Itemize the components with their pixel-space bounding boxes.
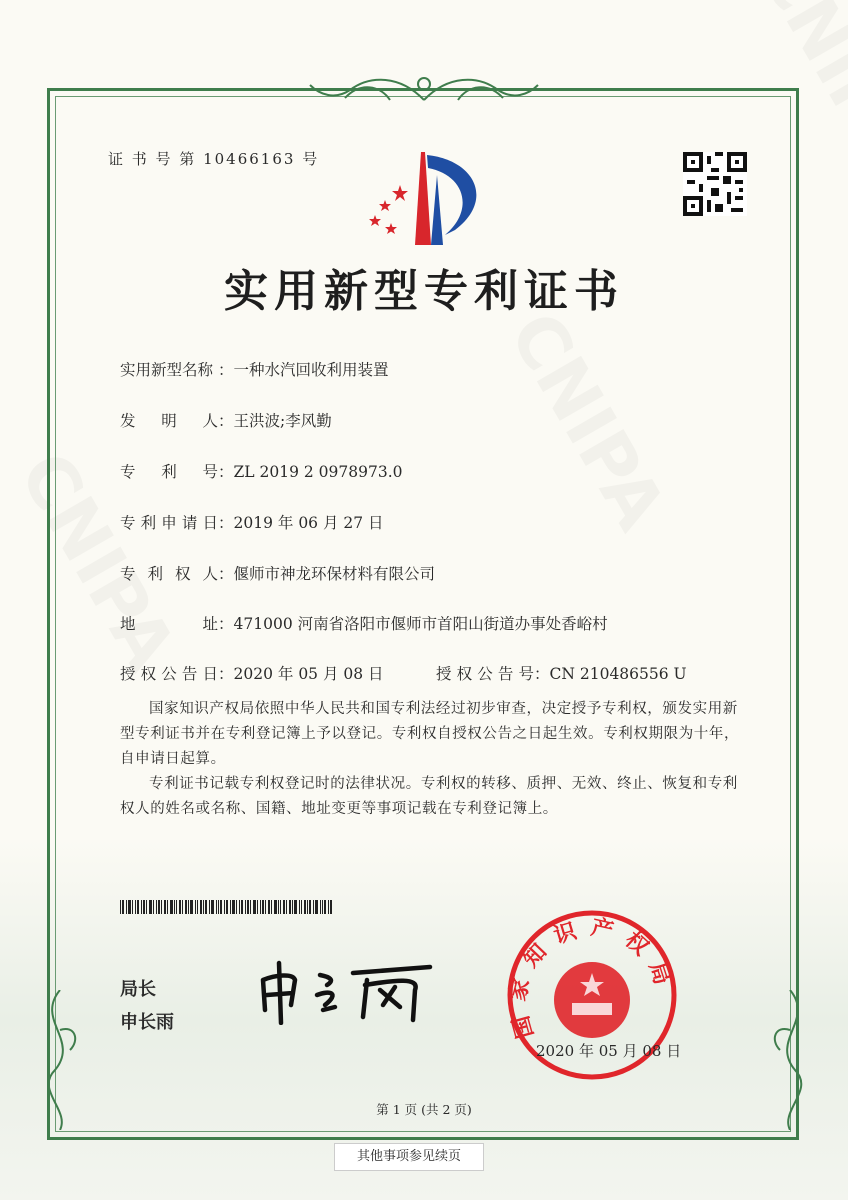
barcode-bar (224, 900, 225, 914)
footer-note: 其他事项参见续页 (334, 1143, 484, 1171)
barcode-bar (241, 900, 243, 914)
colon: ： (218, 361, 234, 379)
barcode-bar (301, 900, 302, 914)
barcode-bar (315, 900, 318, 914)
barcode-bar (143, 900, 145, 914)
barcode-bar (203, 900, 204, 914)
barcode-bar (247, 900, 249, 914)
barcode-bar (232, 900, 235, 914)
barcode-bar (274, 900, 277, 914)
barcode-bar (185, 900, 187, 914)
barcode-bar (170, 900, 173, 914)
barcode-bar (120, 900, 121, 914)
colon: ： (534, 665, 550, 683)
barcode-bar (128, 900, 131, 914)
barcode-bar (226, 900, 228, 914)
barcode-bar (304, 900, 306, 914)
barcode-bar (122, 900, 124, 914)
barcode-bar (153, 900, 154, 914)
barcode-bar (149, 900, 152, 914)
barcode-bar (328, 900, 329, 914)
barcode-bar (164, 900, 166, 914)
field-grant-number (436, 662, 687, 684)
field-value: ZL 2019 2 0978973.0 (233, 463, 403, 481)
barcode (120, 900, 335, 914)
barcode-bar (257, 900, 258, 914)
barcode-bar (268, 900, 270, 914)
barcode-bar (245, 900, 246, 914)
colon: ： (218, 615, 234, 633)
barcode-bar (309, 900, 311, 914)
barcode-bar (158, 900, 160, 914)
field-label: 授权公告号 (436, 665, 534, 683)
barcode-bar (209, 900, 210, 914)
colon: ： (218, 463, 234, 481)
barcode-bar (294, 900, 297, 914)
signatory-title: 局长 (120, 979, 156, 1000)
field-value: 王洪波;李风勤 (233, 412, 332, 430)
barcode-bar (324, 900, 326, 914)
barcode-bar (188, 900, 189, 914)
barcode-bar (176, 900, 177, 914)
barcode-bar (250, 900, 251, 914)
signatory-name: 申长雨 (120, 1012, 174, 1033)
signature (255, 955, 440, 1025)
colon: ： (218, 514, 234, 532)
barcode-bar (322, 900, 323, 914)
field-address (120, 612, 608, 634)
field-label: 专利申请日 (120, 514, 218, 532)
barcode-bar (253, 900, 256, 914)
barcode-bar (195, 900, 196, 914)
barcode-bar (174, 900, 175, 914)
field-label: 专利权人 (120, 565, 218, 583)
barcode-bar (167, 900, 168, 914)
barcode-bar (260, 900, 261, 914)
cnipa-logo (365, 150, 490, 250)
field-grant-date (120, 662, 384, 684)
field-label: 实用新型名称 (120, 361, 214, 379)
field-application-date (120, 511, 384, 533)
barcode-bar (137, 900, 139, 914)
field-patentee (120, 562, 435, 584)
barcode-bar (216, 900, 217, 914)
barcode-bar (320, 900, 321, 914)
qr-code (683, 152, 747, 216)
paragraph: 国家知识产权局依照中华人民共和国专利法经过初步审查，决定授予专利权，颁发实用新型专利证书并在专利登记簿上予以登记。专利权自授权公告之日起生效。专利权期限为十年，自申请日起算。 (120, 701, 740, 767)
barcode-bar (190, 900, 193, 914)
barcode-bar (218, 900, 219, 914)
colon: ： (218, 412, 234, 430)
field-label: 发明人 (120, 412, 218, 430)
barcode-bar (161, 900, 162, 914)
barcode-bar (211, 900, 214, 914)
barcode-bar (230, 900, 231, 914)
barcode-bar (278, 900, 279, 914)
colon: ： (218, 565, 234, 583)
barcode-bar (205, 900, 207, 914)
field-utility-model-name (120, 358, 389, 380)
colon: ： (218, 665, 234, 683)
barcode-bar (307, 900, 308, 914)
barcode-bar (313, 900, 314, 914)
barcode-bar (283, 900, 285, 914)
barcode-bar (262, 900, 264, 914)
seal-text: 国家知识产权局 (505, 915, 679, 1041)
seal-date: 2020 年 05 月 08 日 (536, 1042, 682, 1060)
page-title: 实用新型专利证书 (224, 266, 624, 317)
field-inventor (120, 409, 332, 431)
barcode-bar (197, 900, 198, 914)
barcode-bar (156, 900, 157, 914)
barcode-bar (330, 900, 332, 914)
barcode-bar (286, 900, 287, 914)
field-value: CN 210486556 U (549, 665, 687, 683)
barcode-bar (239, 900, 240, 914)
barcode-bar (280, 900, 281, 914)
barcode-bar (146, 900, 147, 914)
field-label: 专利号 (120, 463, 218, 481)
barcode-bar (292, 900, 293, 914)
field-value: 一种水汽回收利用装置 (233, 361, 389, 379)
ornament-top (300, 70, 548, 104)
field-value: 2019 年 06 月 27 日 (233, 514, 384, 532)
field-value: 2020 年 05 月 08 日 (233, 665, 384, 683)
barcode-bar (179, 900, 181, 914)
barcode-bar (200, 900, 202, 914)
field-patent-number (120, 460, 403, 482)
barcode-bar (126, 900, 127, 914)
field-label: 授权公告日 (120, 665, 218, 683)
barcode-bar (132, 900, 133, 914)
barcode-bar (220, 900, 222, 914)
field-value: 偃师市神龙环保材料有限公司 (233, 565, 436, 583)
page-number: 第 1 页 (共 2 页) (376, 1102, 472, 1117)
field-label: 地址 (120, 615, 218, 633)
field-value: 471000 河南省洛阳市偃师市首阳山街道办事处香峪村 (233, 615, 608, 633)
barcode-bar (236, 900, 237, 914)
barcode-bar (299, 900, 300, 914)
barcode-bar (271, 900, 272, 914)
barcode-bar (141, 900, 142, 914)
paragraph: 专利证书记载专利权登记时的法律状况。专利权的转移、质押、无效、终止、恢复和专利权人的姓名或名称、国籍、地址变更等事项记载在专利登记簿上。 (120, 776, 738, 817)
certificate-number: 证 书 号 第 10466163 号 (108, 150, 320, 168)
barcode-bar (265, 900, 266, 914)
barcode-bar (289, 900, 291, 914)
barcode-bar (182, 900, 183, 914)
barcode-bar (135, 900, 136, 914)
